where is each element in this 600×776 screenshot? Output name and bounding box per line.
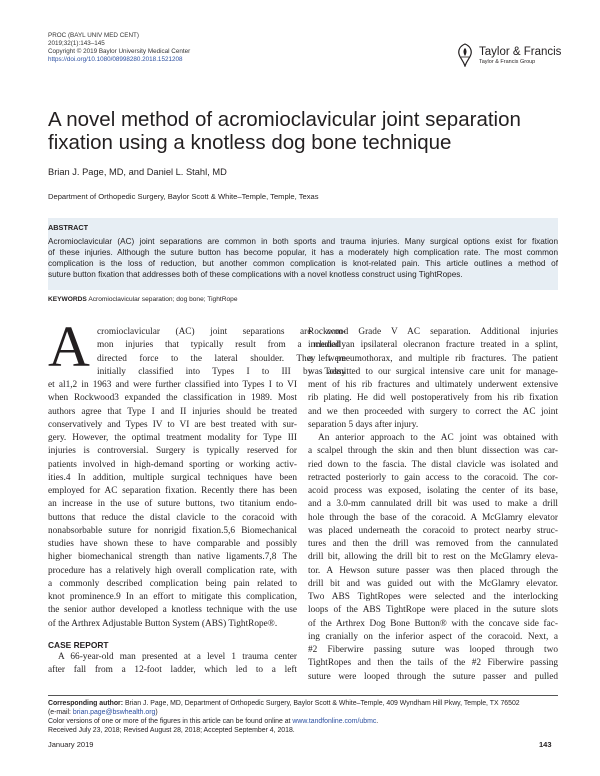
received-dates: Received July 23, 2018; Revised August 28, 2018; Accepted September 4, 2018. [48,727,295,734]
body-line: nonabsorbable suture for nonrigid fixation.5,6 Biomechanical [48,525,297,536]
body-line: was placed underneath the coracoid to protect nearby struc- [308,525,558,536]
body-line: Rockwood Grade V AC separation. Additional injuries [308,327,558,337]
keywords [48,296,238,304]
body-line: of the Arthrex Dog Bone Button® with the concave side fac- [308,618,558,629]
color-note-link[interactable]: www.tandfonline.com/ubmc [292,718,377,725]
body-line: gery. However, the optimal treatment modality for Type III [48,433,297,443]
body-line: tor. A Hewson suture passer was then placed through the [308,565,558,576]
body-line: when Rockwood3 expanded the classification in 1989. Most [48,393,297,404]
page-number: 143 [539,740,552,749]
body-line: knot prominence.9 In an effort to mitigate this complication, [48,592,297,602]
body-line: A 66-year-old man presented at a level 1 trauma center [58,651,297,662]
body-line: rib plating. He did well postoperatively from his rib fixation [308,393,558,404]
body-line: of the Arthrex Adjustable Button System (ABS) TightRope®. [48,618,278,629]
body-line: acoid process was exposed, isolating the center of its base, [308,486,558,496]
body-line: TightRopes and then the tails of the #2 Fiberwire passing [308,658,558,669]
body-line: and we then proceeded with surgery to correct the AC joint [308,406,558,417]
abstract-box [48,218,558,290]
publisher-group: Taylor & Francis Group [479,59,536,65]
body-line: hole through the base of the coracoid. A McGlamry elevator [308,512,558,523]
body-line: Two ABS TightRopes were selected and the interlocking [308,592,558,602]
drop-cap: A [48,314,90,379]
corresponding-text: Brian J. Page, MD, Department of Orthopedic Surgery, Baylor Scott & White–Temple, 409 Wyndham Hill Pkwy, Temple, TX 76502 [124,700,520,707]
body-line: initially classified into Types I to III by Tossy [97,366,346,377]
body-line: loops of the ABS TightRope were placed in the suture slots [308,605,558,616]
publisher-logo [455,43,565,71]
body-line: included an ipsilateral olecranon fracture treated in a splint, [308,340,558,351]
abstract-line: of these injuries. Although the suture button has become popular, it has a moderately high complication rate. The most common [48,248,558,257]
abstract-line: complication is the loss of reduction, but another common complication is knot-related pain. This article outlines a method of [48,259,558,268]
footnote-rule [48,695,558,696]
authors: Brian J. Page, MD, and Daniel L. Stahl, MD [48,167,227,177]
keywords-text: Acromioclavicular separation; dog bone; TightRope [88,296,238,303]
body-line: separation 5 days after injury. [308,419,419,430]
color-note: Color versions of one or more of the figures in this article can be found online at www.tandfonline.com/ubmc. [48,718,379,725]
right-column [308,326,558,684]
body-line: a commonly described complication being pain related to [48,578,297,589]
email-link[interactable]: brian.page@bswhealth.org [72,709,156,716]
abstract-line: Acromioclavicular (AC) joint separations are common in both sports and trauma injuries. Many surgical options exist for fixation [48,237,558,246]
corresponding-author [48,700,520,709]
journal-meta [48,32,190,64]
body-line: after fall from a 12-foot ladder, which led to a left [48,665,297,675]
body-line: and a 3.0-mm cannulated drill bit was used to make a drill [308,499,558,510]
body-line: a scalpel through the skin and then blunt dissection was car- [308,446,558,457]
body-line: #2 Fiberwire passing suture was looped through two [308,645,558,655]
left-column [48,326,346,677]
body-line: procedure has a relatively high overall complication rate, with [48,565,297,576]
body-line: conservatively and Types IV to VI are best treated with sur- [48,419,297,430]
doi-link[interactable]: https://doi.org/10.1080/08998280.2018.1521208 [48,55,183,63]
body-line: authors agree that Type I and II injuries should be treated [48,406,297,417]
case-report-heading: CASE REPORT [48,639,109,650]
article-title [48,108,558,154]
title-line: A novel method of acromioclavicular joint separation [48,108,521,131]
email-line: (e-mail: brian.page@bswhealth.org) [48,709,158,716]
abstract-heading: ABSTRACT [48,223,89,232]
body-line: suture were looped through the suture passer and pulled [308,671,558,682]
body-line: et al1,2 in 1963 and were further classified into Types I to VI [48,380,297,390]
publisher-emblem-icon [455,43,475,67]
body-line: employed for AC separation fixation. Recently there has been [48,486,297,496]
issue-date: January 2019 [48,740,94,749]
body-line: directed force to the lateral shoulder. They were [97,353,346,364]
publisher-name: Taylor & Francis [479,46,562,58]
body-line: tures and then the drill was removed from the cannulated [308,539,558,549]
body-line: a left pneumothorax, and multiple rib fractures. The patient [308,353,558,364]
body-line: studies have shown these to have comparable and possibly [48,539,297,549]
journal-name: PROC (BAYL UNIV MED CENT) [48,32,139,39]
body-line: injuries is controversial. Surgery is typically reserved for [48,446,297,457]
title-line: fixation using a knotless dog bone technique [48,131,452,154]
body-line: ing cranially on the inferior aspect of the coracoid. Next, a [308,631,558,642]
body-line: ment of his rib fractures and ultimately underwent extensive [308,380,558,390]
body-line: mon injuries that typically result from a medially [97,340,346,351]
volume-pages: 2019;32(1):143–145 [48,39,105,47]
body-line: drill bit, allowing the drill bit to rest on the McGlamry eleva- [308,552,558,563]
body-line: an increase in the use of suture buttons, two titanium endo- [48,499,297,510]
body-line: was admitted to our surgical intensive care unit for manage- [308,366,558,377]
copyright: Copyright © 2019 Baylor University Medical Center [48,47,191,55]
body-line: drill bit and was guided out with the McGlamry elevator. [308,578,558,589]
affiliation: Department of Orthopedic Surgery, Baylor Scott & White–Temple, Temple, Texas [48,192,319,201]
body-line: cromioclavicular (AC) joint separations are com- [97,327,346,337]
body-line: ities.4 In addition, multiple surgical techniques have been [48,472,297,483]
abstract-line: suture button fixation that addresses both of these complications with a novel knotless construct using TightRopes. [48,270,463,279]
body-line: patients involved in high-demand sporting or working activ- [48,459,297,470]
body-line: buttons that reduce the distal clavicle to the coracoid with [48,512,297,523]
body-line: retracted posteriorly to gain access to the coracoid. The cor- [308,472,558,483]
body-line: the senior author developed a knotless technique with the use [48,605,297,616]
corresponding-label: Corresponding author: [48,700,124,707]
body-line: ried down to the fascia. The distal clavicle was isolated and [308,459,558,470]
body-line: An anterior approach to the AC joint was obtained with [318,433,558,443]
keywords-label: KEYWORDS [48,296,87,303]
body-line: higher biomechanical strength than native ligaments.7,8 The [48,552,297,563]
